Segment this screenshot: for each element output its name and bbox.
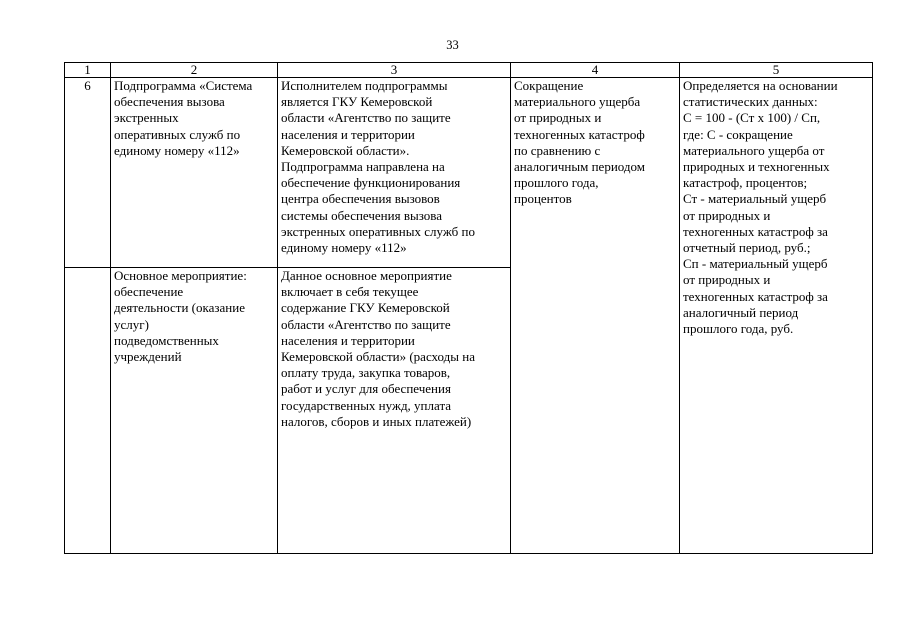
column-header-3: 3 — [278, 63, 511, 78]
text-line: области «Агентство по защите — [281, 316, 451, 332]
text-line: единому номеру «112» — [114, 142, 240, 158]
text-line: Исполнителем подпрограммы — [281, 78, 448, 93]
text-line: содержание ГКУ Кемеровской — [281, 300, 450, 316]
text-line: от природных и — [683, 272, 771, 288]
text-line: подведомственных — [114, 332, 219, 348]
text-line: единому номеру «112» — [281, 240, 407, 256]
text-line: экстренных оперативных служб по — [281, 223, 475, 239]
text-line: включает в себя текущее — [281, 284, 419, 300]
text-line: аналогичный период — [683, 304, 799, 320]
column-header-1: 1 — [65, 63, 111, 78]
text-line: где: С - сокращение — [683, 126, 793, 142]
text-line: области «Агентство по защите — [281, 110, 451, 126]
text-line: Сокращение — [514, 78, 584, 93]
text-line: обеспечения вызова — [114, 94, 225, 110]
text-line: обеспечение функционирования — [281, 175, 461, 191]
text-line: прошлого года, руб. — [683, 321, 794, 337]
text-line: Данное основное мероприятие — [281, 268, 452, 283]
text-line: Подпрограмма направлена на — [281, 159, 445, 175]
row-number-cell: 6 — [65, 78, 111, 268]
text-line: по сравнению с — [514, 142, 601, 158]
column-header-2: 2 — [111, 63, 278, 78]
text-line: природных и техногенных — [683, 159, 830, 175]
text-line: аналогичным периодом — [514, 159, 645, 175]
text-line: является ГКУ Кемеровской — [281, 94, 433, 110]
calculation-method-cell — [680, 78, 873, 554]
text-line: Подпрограмма «Система — [114, 78, 253, 93]
text-line: отчетный период, руб.; — [683, 240, 811, 256]
text-line: налогов, сборов и иных платежей) — [281, 413, 472, 429]
text-line: материального ущерба от — [683, 142, 825, 158]
text-line: материального ущерба — [514, 94, 641, 110]
text-line: от природных и — [514, 110, 602, 126]
text-line: обеспечение — [114, 284, 184, 300]
text-line: Кемеровской области» (расходы на — [281, 349, 475, 365]
main-activity-description-cell — [278, 268, 511, 554]
subprogram-description-cell — [278, 78, 511, 268]
text-line: населения и территории — [281, 126, 415, 142]
text-line: техногенных катастроф — [514, 126, 645, 142]
text-line: прошлого года, — [514, 175, 599, 191]
text-line: Определяется на основании — [683, 78, 838, 93]
text-line: катастроф, процентов; — [683, 175, 808, 191]
text-line: техногенных катастроф за — [683, 288, 828, 304]
text-line: Сп - материальный ущерб — [683, 256, 828, 272]
text-line: работ и услуг для обеспечения — [281, 381, 451, 397]
program-table — [64, 62, 873, 554]
text-line: С = 100 - (Ст x 100) / Сп, — [683, 110, 821, 126]
text-line: процентов — [514, 191, 572, 207]
text-line: системы обеспечения вызова — [281, 207, 442, 223]
text-line: Кемеровской области». — [281, 142, 410, 158]
column-header-4: 4 — [511, 63, 680, 78]
text-line: оплату труда, закупка товаров, — [281, 365, 451, 381]
text-line: деятельности (оказание — [114, 300, 245, 316]
page-number: 33 — [446, 38, 459, 52]
text-line: экстренных — [114, 110, 179, 126]
text-line: Ст - материальный ущерб — [683, 191, 827, 207]
text-line: от природных и — [683, 207, 771, 223]
text-line: услуг) — [114, 316, 149, 332]
text-line: Основное мероприятие: — [114, 268, 247, 283]
empty-number-cell — [65, 268, 111, 554]
indicator-cell — [511, 78, 680, 554]
main-activity-name-cell — [111, 268, 278, 554]
text-line: населения и территории — [281, 332, 415, 348]
text-line: учреждений — [114, 349, 182, 365]
text-line: статистических данных: — [683, 94, 818, 110]
column-header-5: 5 — [680, 63, 873, 78]
text-line: государственных нужд, уплата — [281, 397, 452, 413]
text-line: центра обеспечения вызовов — [281, 191, 440, 207]
table-row — [65, 78, 873, 268]
subprogram-name-cell — [111, 78, 278, 268]
text-line: оперативных служб по — [114, 126, 241, 142]
text-line: техногенных катастроф за — [683, 223, 828, 239]
column-header-row — [65, 63, 873, 78]
